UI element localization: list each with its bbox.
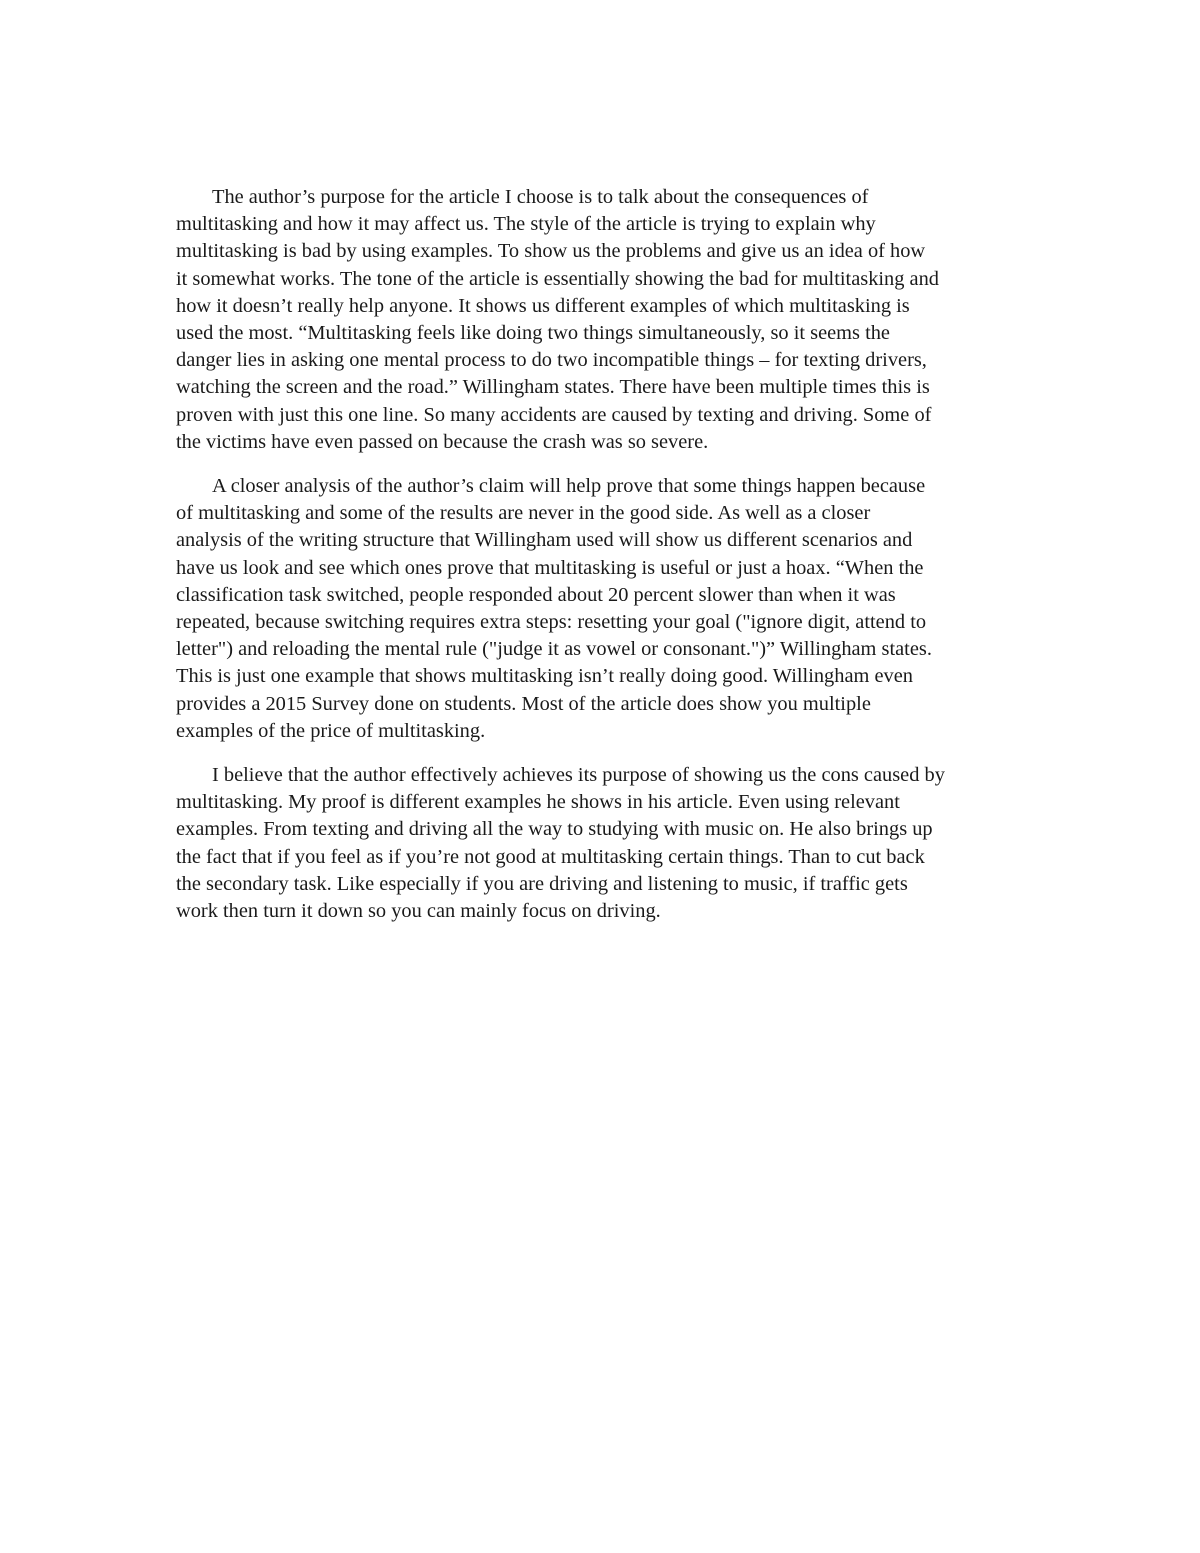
paragraph-line: used the most. “Multitasking feels like doing two things simultaneously, so it seems the <box>176 322 890 345</box>
paragraph-line: A closer analysis of the author’s claim will help prove that some things happen because <box>212 475 926 498</box>
paragraph-line: examples of the price of multitasking. <box>176 719 486 742</box>
paragraph-line: I believe that the author effectively achieves its purpose of showing us the cons caused by <box>212 764 945 787</box>
paragraph-line: classification task switched, people responded about 20 percent slower than when it was <box>176 583 896 606</box>
paragraph-line: repeated, because switching requires extra steps: resetting your goal ("ignore digit, attend to <box>176 611 927 634</box>
paragraph-line: The author’s purpose for the article I choose is to talk about the consequences of <box>212 186 869 208</box>
paragraph-line: letter") and reloading the mental rule ("judge it as vowel or consonant.")” Willingham states. <box>176 638 932 661</box>
paragraph-line: multitasking is bad by using examples. To show us the problems and give us an idea of how <box>176 240 926 263</box>
paragraph-line: it somewhat works. The tone of the article is essentially showing the bad for multitasking and <box>176 267 939 290</box>
document-body <box>176 184 1062 942</box>
paragraph-line: the victims have even passed on because the crash was so severe. <box>176 430 709 453</box>
paragraph-line: examples. From texting and driving all the way to studying with music on. He also brings up <box>176 818 933 841</box>
paragraph-line: danger lies in asking one mental process to do two incompatible things – for texting drivers, <box>176 349 927 372</box>
paragraph-line: the fact that if you feel as if you’re not good at multitasking certain things. Than to cut back <box>176 845 925 868</box>
paragraph-line: of multitasking and some of the results are never in the good side. As well as a closer <box>176 502 871 525</box>
paragraph-line: the secondary task. Like especially if you are driving and listening to music, if traffic gets <box>176 872 908 895</box>
paragraph-1 <box>176 184 1062 456</box>
paragraph-line: how it doesn’t really help anyone. It shows us different examples of which multitasking is <box>176 294 910 317</box>
paragraph-line: work then turn it down so you can mainly focus on driving. <box>176 900 661 923</box>
paragraph-line: have us look and see which ones prove that multitasking is useful or just a hoax. “When the <box>176 556 924 579</box>
paragraph-line: analysis of the writing structure that Willingham used will show us different scenarios and <box>176 529 913 552</box>
paragraph-2 <box>176 473 1062 745</box>
paragraph-line: multitasking and how it may affect us. The style of the article is trying to explain why <box>176 213 876 236</box>
paragraph-line: watching the screen and the road.” Willingham states. There have been multiple times this is <box>176 376 930 399</box>
paragraph-line: This is just one example that shows multitasking isn’t really doing good. Willingham even <box>176 665 913 688</box>
paragraph-3 <box>176 762 1062 925</box>
paragraph-line: multitasking. My proof is different examples he shows in his article. Even using relevant <box>176 791 900 814</box>
paragraph-line: proven with just this one line. So many accidents are caused by texting and driving. Some of <box>176 403 932 426</box>
paragraph-line: provides a 2015 Survey done on students. Most of the article does show you multiple <box>176 692 871 715</box>
